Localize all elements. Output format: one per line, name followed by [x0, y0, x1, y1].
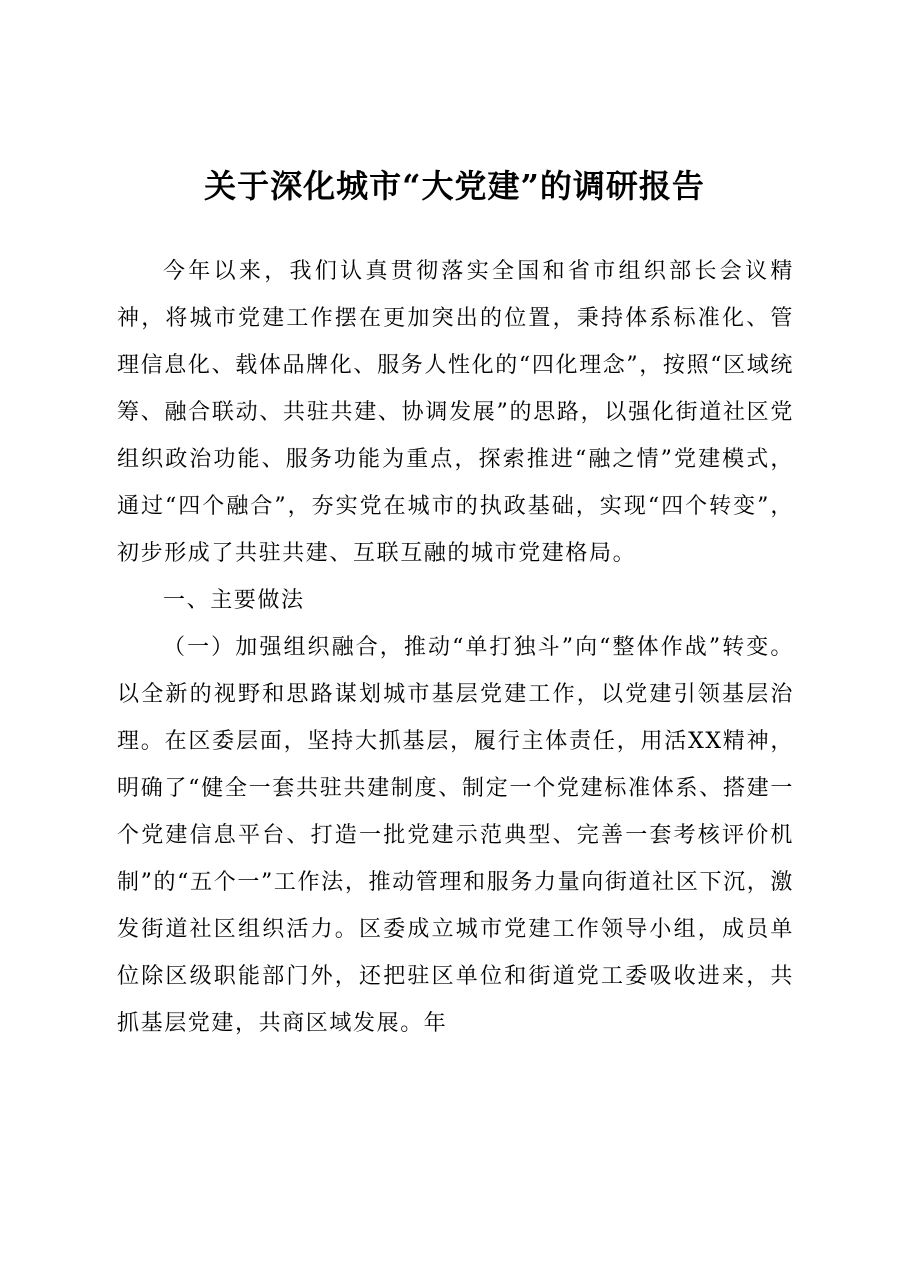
document-body	[117, 248, 794, 1047]
intro-paragraph: 今年以来，我们认真贯彻落实全国和省市组织部长会议精神，将城市党建工作摆在更加突出的位置，秉持体系标准化、管理信息化、载体品牌化、服务人性化的“四化理念”，按照“区域统筹、融合联动、共驻共建、协调发展”的思路，以强化街道社区党组织政治功能、服务功能为重点，探索推进“融之情”党建模式，通过“四个融合”，夯实党在城市的执政基础，实现“四个转变”，初步形成了共驻共建、互联互融的城市党建格局。	[117, 259, 794, 566]
section-heading-main-practices: 一、主要做法	[163, 588, 305, 613]
document-title: 关于深化城市“大党建”的调研报告	[204, 167, 705, 205]
subsection-paragraph-organization: （一）加强组织融合，推动“单打独斗”向“整体作战”转变。以全新的视野和思路谋划城市基层党建工作，以党建引领基层治理。在区委层面，坚持大抓基层，履行主体责任，用活XX精神，明确了“健全一套共驻共建制度、制定一个党建标准体系、搭建一个党建信息平台、打造一批党建示范典型、完善一套考核评价机制”的“五个一”工作法，推动管理和服务力量向街道社区下沉，激发街道社区组织活力。区委成立城市党建工作领导小组，成员单位除区级职能部门外，还把驻区单位和街道党工委吸收进来，共抓基层党建，共商区域发展。年	[117, 635, 794, 1036]
